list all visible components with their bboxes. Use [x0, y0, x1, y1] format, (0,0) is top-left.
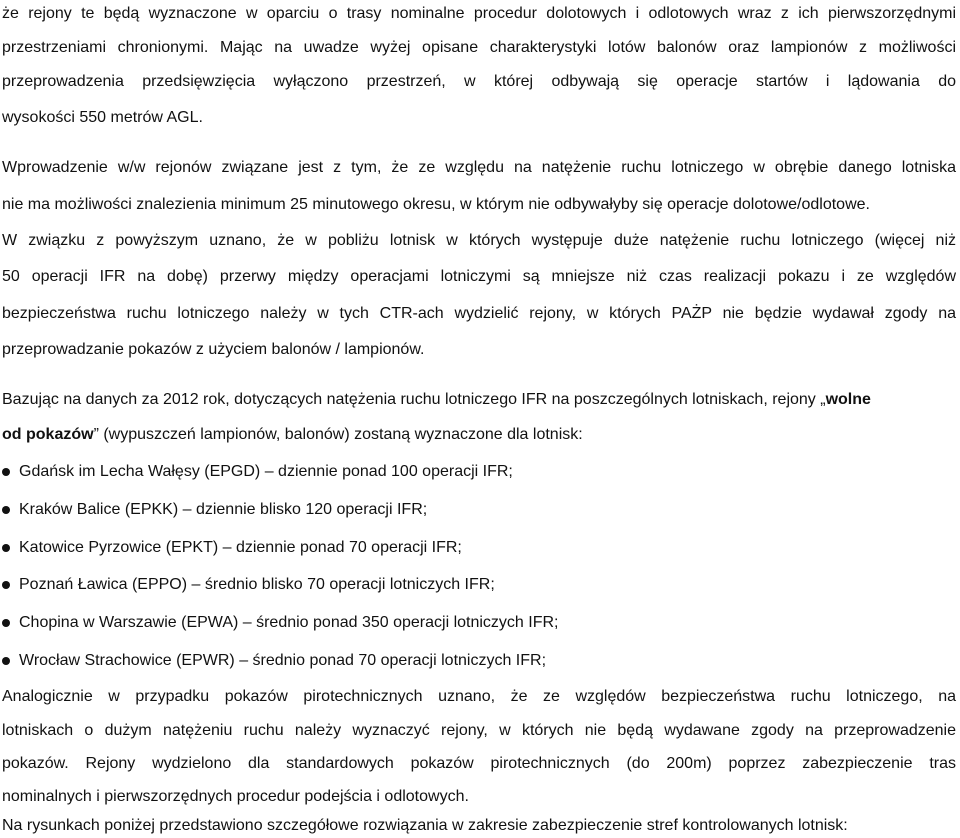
- list-item-text: Chopina w Warszawie (EPWA) – średnio ponad 350 operacji lotniczych IFR;: [19, 614, 559, 631]
- text-line: przestrzeniami chronionymi. Mając na uwadze wyżej opisane charakterystyki lotów balonów oraz lampionów z możliwości: [2, 39, 956, 56]
- list-item: [2, 575, 495, 595]
- list-item-text: Wrocław Strachowice (EPWR) – średnio ponad 70 operacji lotniczych IFR;: [19, 652, 547, 669]
- bullet-icon: [2, 581, 10, 589]
- text-line: [2, 425, 583, 445]
- text-line: nominalnych i pierwszorzędnych procedur podejścia i odlotowych.: [2, 788, 469, 805]
- text-span: ” (wypuszczeń lampionów, balonów) zostaną wyznaczone dla lotnisk:: [93, 426, 583, 443]
- list-item: [2, 462, 513, 482]
- bold-text: wolne: [825, 391, 871, 408]
- text-line: przeprowadzenia przedsięwzięcia wyłączono przestrzeń, w której odbywają się operacje startów i lądowania do: [2, 73, 956, 90]
- list-item-text: Kraków Balice (EPKK) – dziennie blisko 120 operacji IFR;: [19, 501, 428, 518]
- text-line: że rejony te będą wyznaczone w oparciu o trasy nominalne procedur dolotowych i odlotowych wraz z ich pierwszorzędnymi: [2, 5, 956, 22]
- text-line: [2, 390, 871, 410]
- list-item-text: Gdańsk im Lecha Wałęsy (EPGD) – dziennie ponad 100 operacji IFR;: [19, 463, 513, 480]
- bullet-icon: [2, 468, 10, 476]
- text-line: nie ma możliwości znalezienia minimum 25 minutowego okresu, w którym nie odbywałyby się operacje dolotowe/odlotowe.: [2, 196, 870, 213]
- bullet-icon: [2, 506, 10, 514]
- text-span: Bazując na danych za 2012 rok, dotyczących natężenia ruchu lotniczego IFR na poszczególnych lotniskach, rejony „: [2, 391, 826, 408]
- list-item: [2, 613, 559, 633]
- text-line: bezpieczeństwa ruchu lotniczego należy w tych CTR-ach wydzielić rejony, w których PAŻP nie będzie wydawał zgody na: [2, 305, 956, 322]
- list-item-text: Poznań Ławica (EPPO) – średnio blisko 70 operacji lotniczych IFR;: [19, 576, 495, 593]
- text-line: pokazów. Rejony wydzielono dla standardowych pokazów pirotechnicznych (do 200m) poprzez zabezpieczenie tras: [2, 755, 956, 772]
- text-line: Na rysunkach poniżej przedstawiono szczegółowe rozwiązania w zakresie zabezpieczenie stref kontrolowanych lotnisk:: [2, 817, 848, 834]
- bullet-icon: [2, 619, 10, 627]
- bold-text: od pokazów: [2, 426, 94, 443]
- list-item: [2, 500, 427, 520]
- text-line: lotniskach o dużym natężeniu ruchu należy wyznaczyć rejony, w których nie będą wydawane zgody na przeprowadzenie: [2, 722, 956, 739]
- text-line: przeprowadzanie pokazów z użyciem balonów / lampionów.: [2, 341, 425, 358]
- bullet-icon: [2, 657, 10, 665]
- text-line: 50 operacji IFR na dobę) przerwy między operacjami lotniczymi są mniejsze niż czas realizacji pokazu i ze względów: [2, 268, 956, 285]
- text-line: Analogicznie w przypadku pokazów pirotechnicznych uznano, że ze względów bezpieczeństwa ruchu lotniczego, na: [2, 688, 956, 705]
- text-line: Wprowadzenie w/w rejonów związane jest z tym, że ze względu na natężenie ruchu lotniczego w obrębie danego lotniska: [2, 159, 956, 176]
- list-item-text: Katowice Pyrzowice (EPKT) – dziennie ponad 70 operacji IFR;: [19, 539, 462, 556]
- bullet-icon: [2, 544, 10, 552]
- text-line: W związku z powyższym uznano, że w pobliżu lotnisk w których występuje duże natężenie ruchu lotniczego (więcej niż: [2, 232, 956, 249]
- list-item: [2, 651, 546, 671]
- text-line: wysokości 550 metrów AGL.: [2, 109, 203, 126]
- list-item: [2, 538, 462, 558]
